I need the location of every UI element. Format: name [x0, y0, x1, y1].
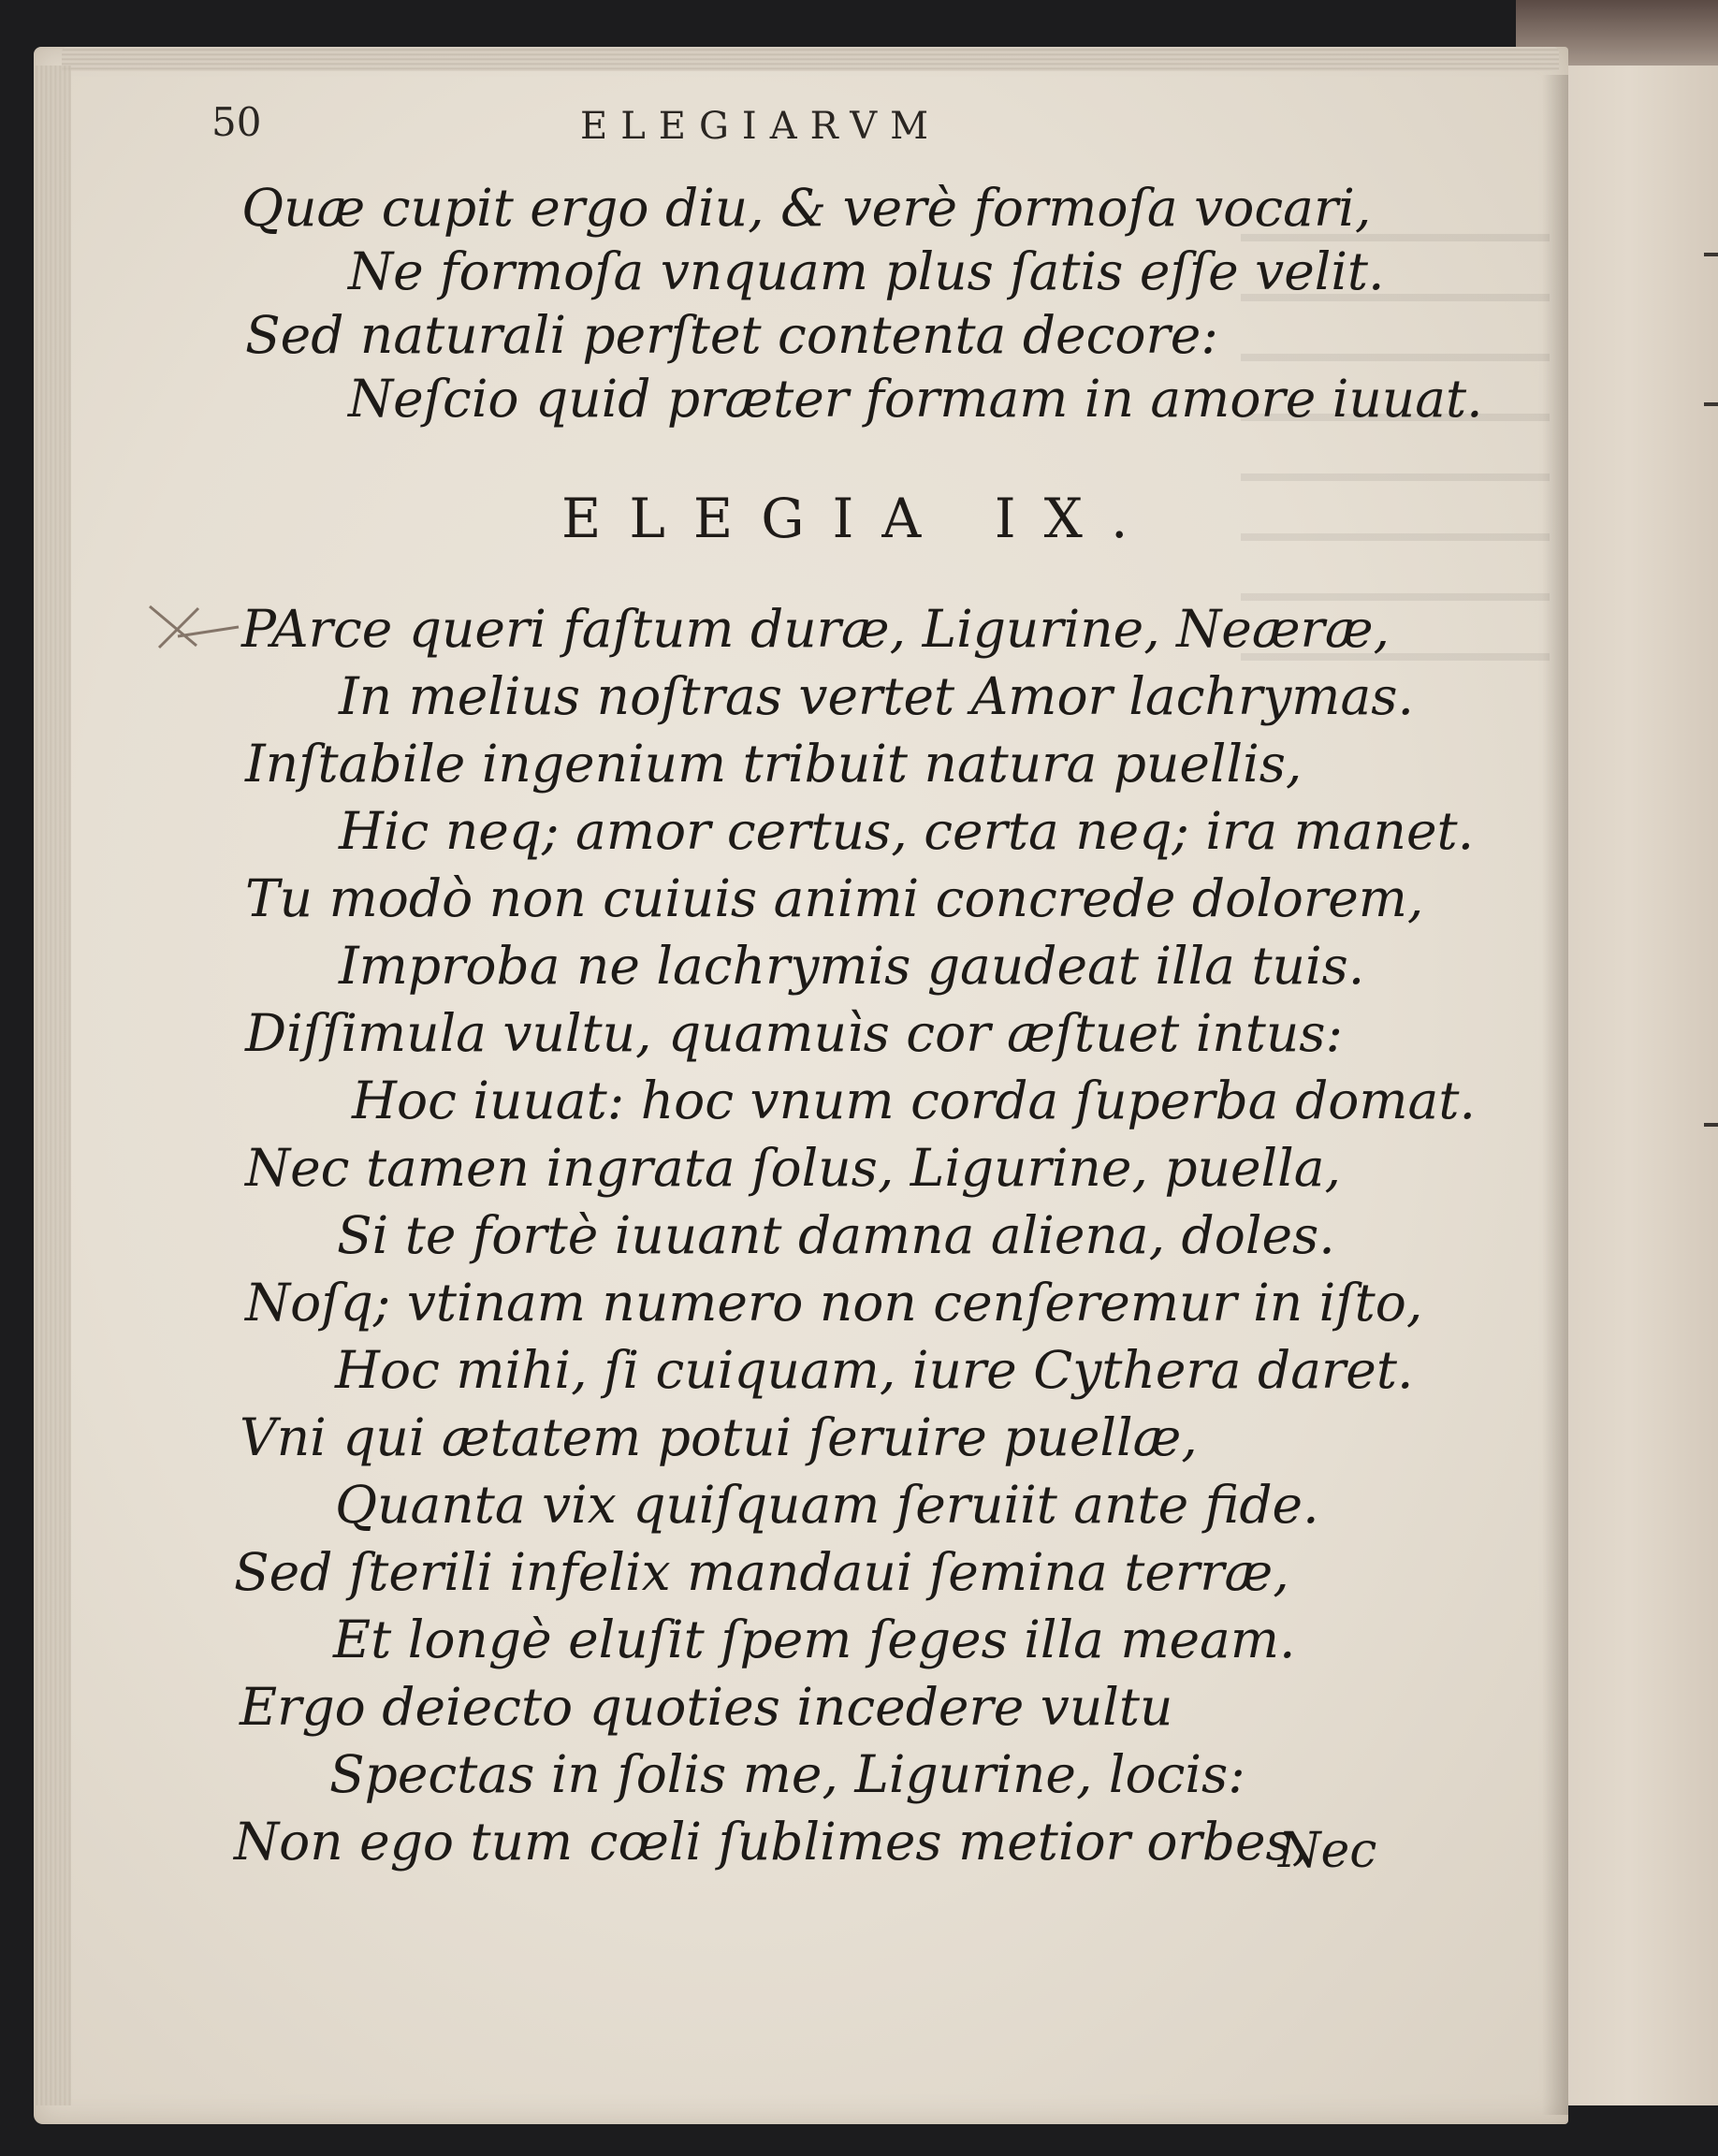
- verse-line: Noſq; vtinam numero non cenſeremur in iſto,: [245, 1273, 1423, 1333]
- pencil-annotation-mark: [140, 599, 243, 655]
- facing-text-fragment: [1704, 1123, 1718, 1127]
- page-stack-left-edge: [34, 66, 71, 2105]
- verse-line: Si te fortè iuuant damna aliena, doles.: [337, 1205, 1335, 1265]
- facing-text-fragment: [1704, 253, 1718, 256]
- verse-line: Et longè eluſit ſpem ſeges illa meam.: [333, 1610, 1296, 1669]
- verse-line: Non ego tum cœli ſublimes metior orbes,: [234, 1812, 1309, 1872]
- verse-line: Diſſimula vultu, quamuìs cor æſtuet intus:: [245, 1003, 1343, 1063]
- page-stack-top-edge: [62, 47, 1559, 71]
- verse-line: Improba ne lachrymis gaudeat illa tuis.: [339, 936, 1365, 996]
- elegy-title: ELEGIA IX.: [561, 487, 1157, 550]
- catchword: Nec: [1278, 1823, 1377, 1879]
- verse-line: Tu modò non cuiuis animi concrede dolorem,: [245, 868, 1424, 928]
- facing-text-fragment: [1704, 402, 1718, 406]
- verse-line-first: PArce queri faſtum duræ, Ligurine, Neæræ,: [241, 599, 1390, 659]
- verse-line: Nec tamen ingrata ſolus, Ligurine, puella,: [245, 1138, 1342, 1198]
- verse-line: Sed naturali perſtet contenta decore:: [245, 305, 1218, 365]
- verse-line: Quæ cupit ergo diu, & verè formoſa vocari,: [241, 178, 1372, 238]
- verse-line: Vni qui ætatem potui ſeruire puellæ,: [240, 1407, 1198, 1467]
- verse-line: Inſtabile ingenium tribuit natura puellis,: [245, 734, 1303, 794]
- verse-line: Spectas in ſolis me, Ligurine, locis:: [329, 1744, 1245, 1804]
- verse-line: Hoc mihi, ſi cuiquam, iure Cythera daret.: [335, 1340, 1414, 1400]
- verse-line: In melius noſtras vertet Amor lachrymas.: [339, 666, 1414, 726]
- verse-line: Quanta vix quiſquam ſeruiit ante fide.: [335, 1475, 1319, 1535]
- verse-line: Ne formoſa vnquam plus ſatis eſſe velit.: [348, 241, 1385, 301]
- verse-line: Ergo deiecto quoties incedere vultu: [240, 1677, 1173, 1737]
- page-number: 50: [211, 99, 262, 145]
- verse-line: Hoc iuuat: hoc vnum corda ſuperba domat.: [352, 1071, 1476, 1130]
- running-head: ELEGIARVM: [580, 105, 942, 148]
- verse-line: Sed ſterili infelix mandaui ſemina terræ,: [234, 1542, 1289, 1602]
- verse-line: Neſcio quid præter formam in amore iuuat.: [348, 369, 1483, 429]
- verse-line: Hic neq; amor certus, certa neq; ira manet.: [339, 801, 1475, 861]
